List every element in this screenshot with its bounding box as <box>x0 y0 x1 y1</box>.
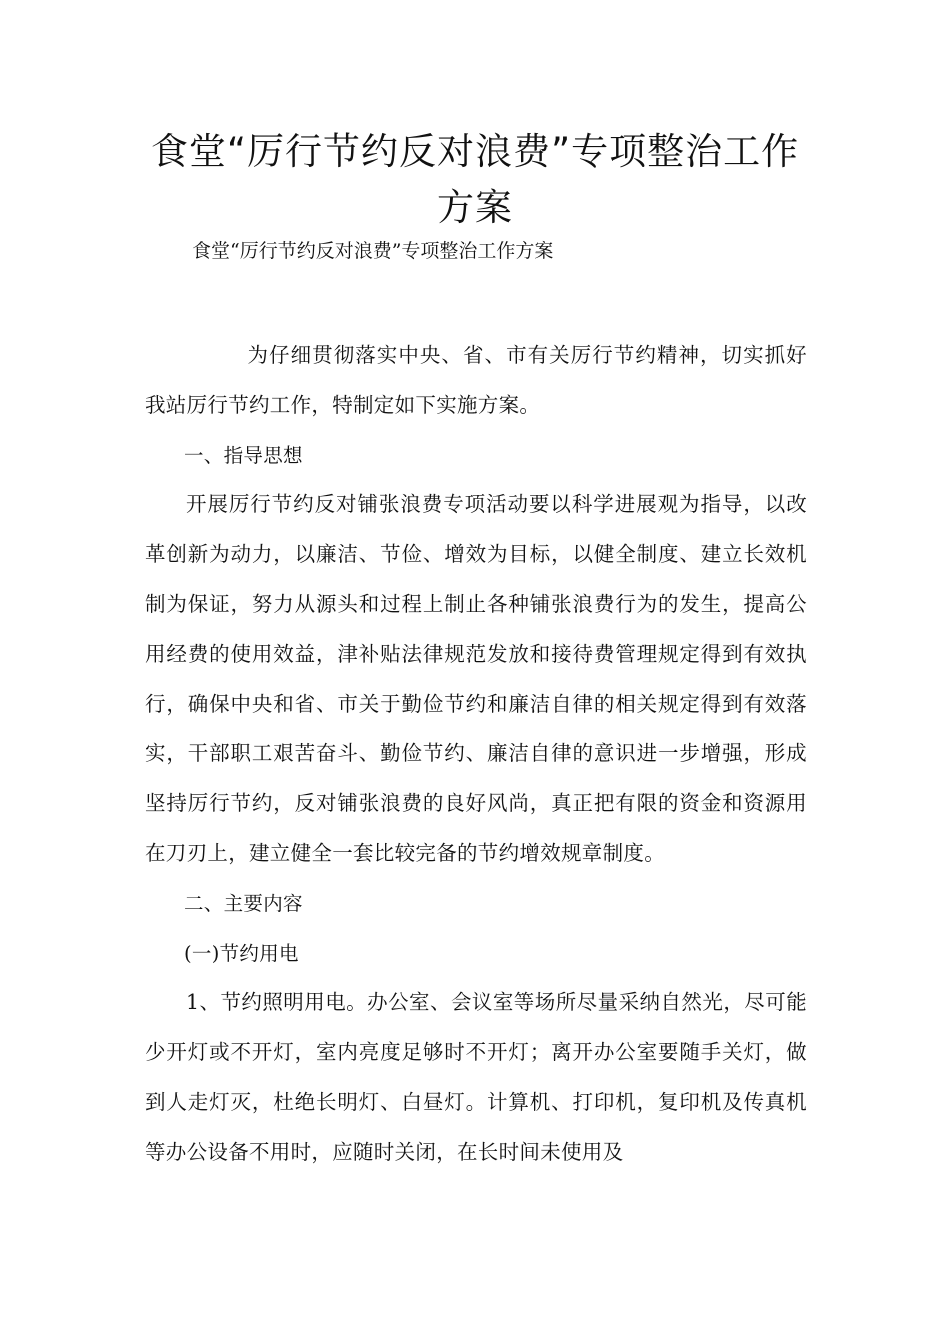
save-lighting-paragraph: 1、节约照明用电。办公室、会议室等场所尽量采纳自然光，尽可能少开灯或不开灯，室内亮度足够时不开灯；离开办公室要随手关灯，做到人走灯灭，杜绝长明灯、白昼灯。计算机、打印机，复印机及传真机等办公设备不用时，应随时关闭，在长时间未使用及 <box>145 990 807 1164</box>
intro-paragraph: 为仔细贯彻落实中央、省、市有关厉行节约精神，切实抓好我站厉行节约工作，特制定如下实施方案。 <box>145 343 807 417</box>
section-heading-main-content: 二、主要内容 <box>184 891 303 915</box>
document-body <box>145 331 807 1178</box>
section-heading-guiding-ideology: 一、指导思想 <box>184 443 303 467</box>
document-subtitle: 食堂“厉行节约反对浪费”专项整治工作方案 <box>192 240 554 262</box>
document-title: 食堂“厉行节约反对浪费”专项整治工作方案 <box>150 130 800 229</box>
subsection-heading-save-electricity: (一)节约用电 <box>184 941 299 965</box>
guiding-ideology-paragraph: 开展厉行节约反对铺张浪费专项活动要以科学进展观为指导，以改革创新为动力，以廉洁、节俭、增效为目标，以健全制度、建立长效机制为保证，努力从源头和过程上制止各种铺张浪费行为的发生，提高公用经费的使用效益，津补贴法律规范发放和接待费管理规定得到有效执行，确保中央和省、市关于勤俭节约和廉洁自律的相关规定得到有效落实，干部职工艰苦奋斗、勤俭节约、廉洁自律的意识进一步增强，形成坚持厉行节约，反对铺张浪费的良好风尚，真正把有限的资金和资源用在刀刃上，建立健全一套比较完备的节约增效规章制度。 <box>145 492 807 865</box>
